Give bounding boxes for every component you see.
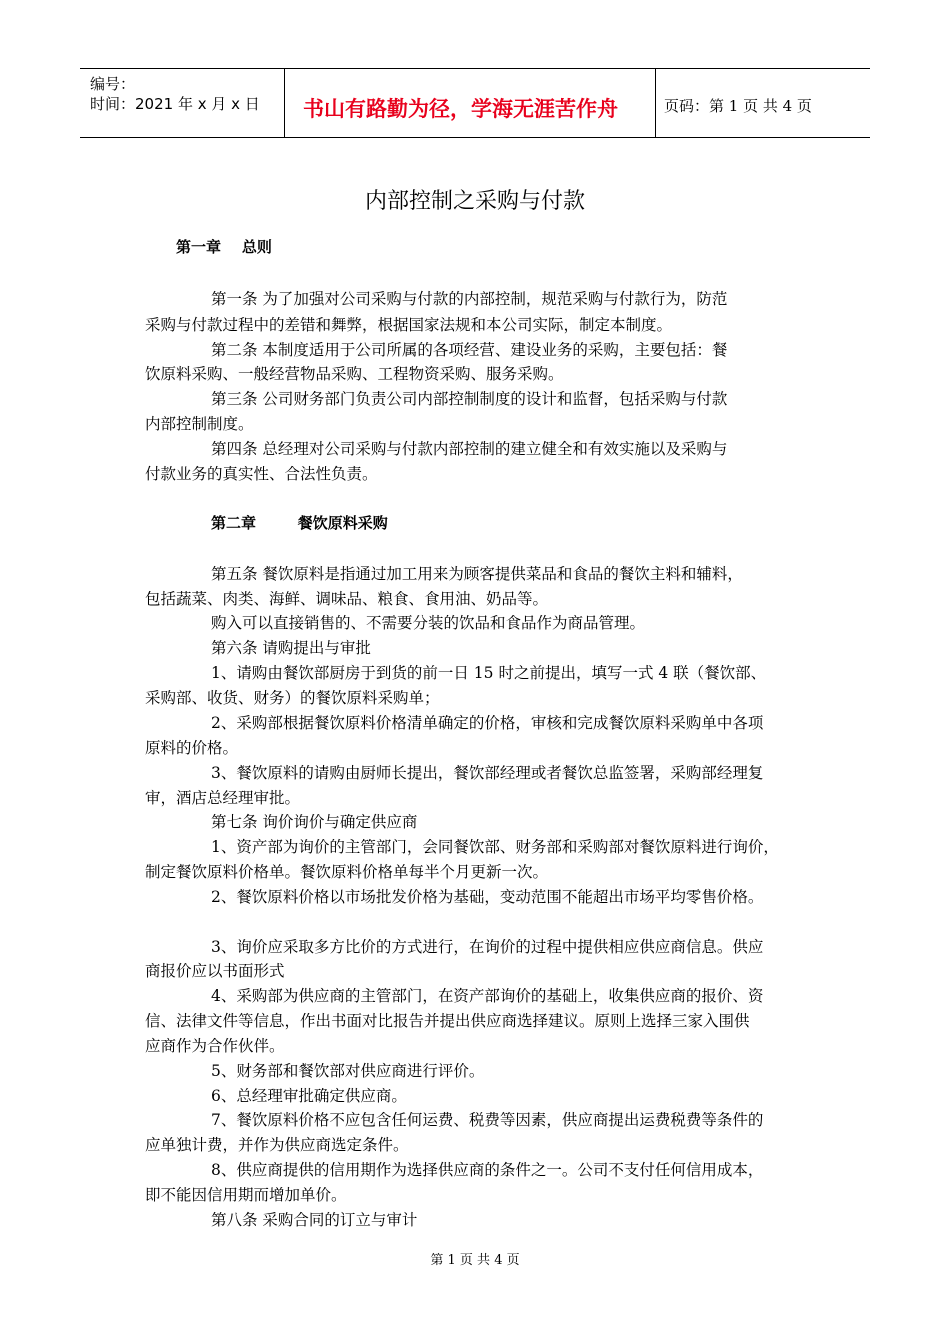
- page-footer: 第 1 页 共 4 页: [430, 1253, 520, 1268]
- text-line: 第七条 询价询价与确定供应商: [211, 813, 418, 831]
- text-line: 内部控制制度。: [145, 415, 254, 433]
- text-line: 6、总经理审批确定供应商。: [211, 1087, 407, 1105]
- text-line: 第二条 本制度适用于公司所属的各项经营、建设业务的采购，主要包括：餐: [211, 341, 728, 359]
- text-line: 商报价应以书面形式: [145, 962, 285, 980]
- text-line: 包括蔬菜、肉类、海鲜、调味品、粮食、食用油、奶品等。: [145, 590, 549, 608]
- text-line: 原料的价格。: [145, 739, 239, 757]
- header-right-cell: [656, 69, 870, 137]
- text-line: 采购部、收货、财务）的餐饮原料采购单；: [145, 689, 440, 707]
- text-line: 第四条 总经理对公司采购与付款内部控制的建立健全和有效实施以及采购与: [211, 440, 728, 458]
- text-line: 购入可以直接销售的、不需要分装的饮品和食品作为商品管理。: [211, 614, 646, 632]
- text-line: 2、采购部根据餐饮原料价格清单确定的价格，审核和完成餐饮原料采购单中各项: [211, 714, 764, 732]
- chapter-2-heading: 第二章 餐饮原料采购: [211, 514, 388, 532]
- text-line: 采购与付款过程中的差错和舞弊，根据国家法规和本公司实际，制定本制度。: [145, 316, 673, 334]
- motto: 书山有路勤为径，学海无涯苦作舟: [303, 97, 618, 121]
- text-line: 信、法律文件等信息，作出书面对比报告并提出供应商选择建议。原则上选择三家入围供: [145, 1012, 750, 1030]
- chapter-1-heading: 第一章 总则: [176, 238, 272, 256]
- text-line: 第一条 为了加强对公司采购与付款的内部控制，规范采购与付款行为，防范: [211, 290, 728, 308]
- text-line: 1、资产部为询价的主管部门，会同餐饮部、财务部和采购部对餐饮原料进行询价，: [211, 838, 779, 856]
- text-line: 7、餐饮原料价格不应包含任何运费、税费等因素，供应商提出运费税费等条件的: [211, 1111, 764, 1129]
- text-line: 第八条 采购合同的订立与审计: [211, 1211, 418, 1229]
- text-line: 5、财务部和餐饮部对供应商进行评价。: [211, 1062, 485, 1080]
- time-label: 时间：2021 年 x 月 x 日: [90, 95, 260, 113]
- text-line: 饮原料采购、一般经营物品采购、工程物资采购、服务采购。: [145, 365, 564, 383]
- text-line: 第六条 请购提出与审批: [211, 639, 371, 657]
- text-line: 3、餐饮原料的请购由厨师长提出，餐饮部经理或者餐饮总监签署，采购部经理复: [211, 764, 764, 782]
- text-line: 审，酒店总经理审批。: [145, 789, 301, 807]
- text-line: 2、餐饮原料价格以市场批发价格为基础，变动范围不能超出市场平均零售价格。: [211, 888, 764, 906]
- text-line: 8、供应商提供的信用期作为选择供应商的条件之一。公司不支付任何信用成本，: [211, 1161, 764, 1179]
- text-line: 应单独计费，并作为供应商选定条件。: [145, 1136, 409, 1154]
- text-line: 3、询价应采取多方比价的方式进行，在询价的过程中提供相应供应商信息。供应: [211, 938, 764, 956]
- header-motto-cell: [285, 69, 656, 137]
- document-title: 内部控制之采购与付款: [364, 189, 585, 214]
- page-header: [80, 68, 870, 138]
- text-line: 1、请购由餐饮部厨房于到货的前一日 15 时之前提出，填写一式 4 联（餐饮部、: [211, 664, 767, 682]
- text-line: 4、采购部为供应商的主管部门，在资产部询价的基础上，收集供应商的报价、资: [211, 987, 764, 1005]
- page-number-label: 页码：第 1 页 共 4 页: [664, 97, 812, 115]
- text-line: 第五条 餐饮原料是指通过加工用来为顾客提供菜品和食品的餐饮主料和辅料，: [211, 565, 743, 583]
- text-line: 第三条 公司财务部门负责公司内部控制制度的设计和监督，包括采购与付款: [211, 390, 728, 408]
- text-line: 付款业务的真实性、合法性负责。: [145, 465, 378, 483]
- number-label: 编号：: [90, 75, 136, 93]
- text-line: 制定餐饮原料价格单。餐饮原料价格单每半个月更新一次。: [145, 863, 549, 881]
- header-left-cell: [80, 69, 285, 137]
- text-line: 应商作为合作伙伴。: [145, 1037, 285, 1055]
- text-line: 即不能因信用期而增加单价。: [145, 1186, 347, 1204]
